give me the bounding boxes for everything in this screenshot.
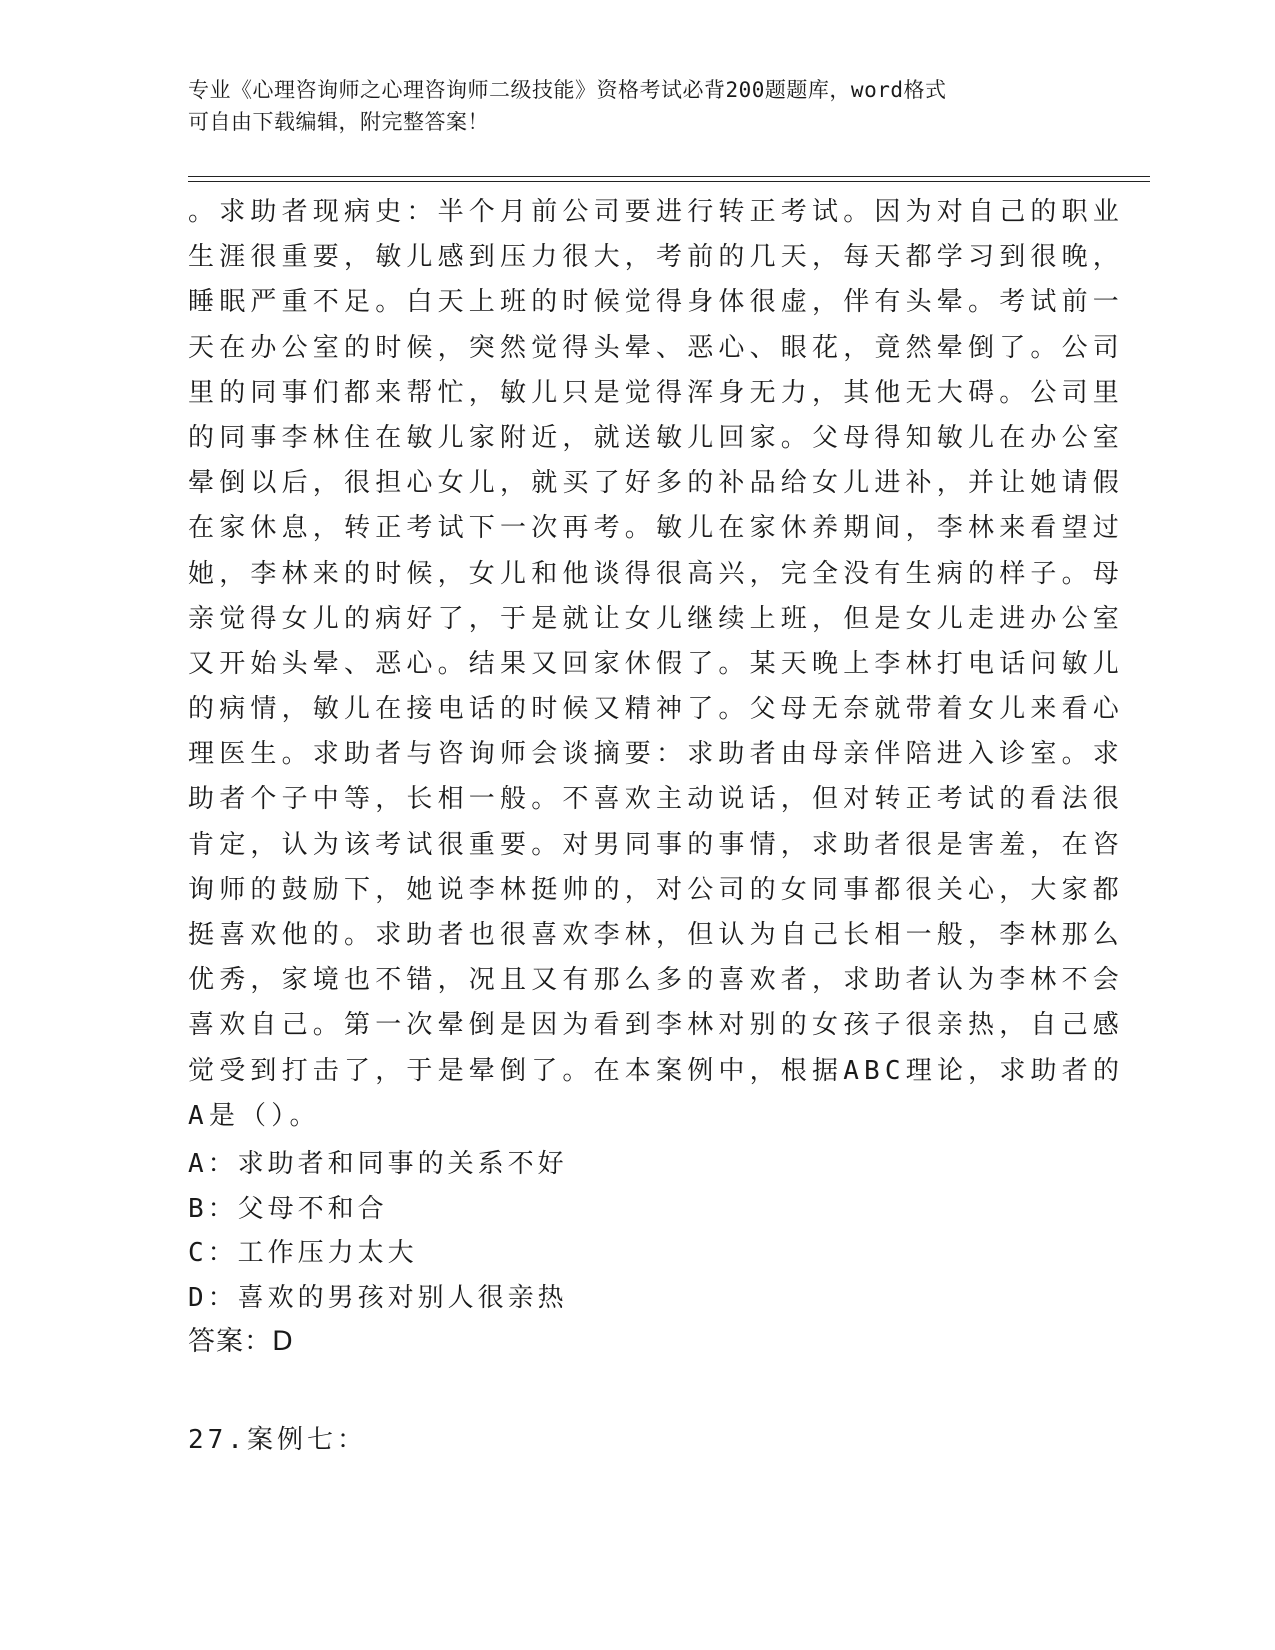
option-a: A：求助者和同事的关系不好 [188, 1149, 568, 1179]
question-passage [188, 190, 1125, 1139]
header-title-line-2: 可自由下载编辑，附完整答案！ [188, 110, 489, 134]
passage-line: 的同事李林住在敏儿家附近，就送敏儿回家。父母得知敏儿在办公室 [188, 422, 1125, 453]
next-question-heading: 27.案例七： [188, 1425, 367, 1455]
option-b: B：父母不和合 [188, 1193, 388, 1224]
passage-line: 她，李林来的时候，女儿和他谈得很高兴，完全没有生病的样子。母 [188, 558, 1125, 589]
document-header [188, 74, 1088, 138]
passage-line: 。求助者现病史：半个月前公司要进行转正考试。因为对自己的职业 [188, 197, 1125, 227]
passage-line: 又开始头晕、恶心。结果又回家休假了。某天晚上李林打电话问敏儿 [188, 648, 1125, 679]
header-title-line-1: 专业《心理咨询师之心理咨询师二级技能》资格考试必背200题题库，word格式 [188, 78, 947, 102]
passage-line: 理医生。求助者与咨询师会谈摘要：求助者由母亲伴陪进入诊室。求 [188, 739, 1125, 770]
answer-options [188, 1142, 1050, 1320]
passage-line: 天在办公室的时候，突然觉得头晕、恶心、眼花，竟然晕倒了。公司 [188, 332, 1125, 363]
answer-key: 答案：D [188, 1326, 294, 1357]
passage-line: 晕倒以后，很担心女儿，就买了好多的补品给女儿进补，并让她请假 [188, 468, 1125, 499]
passage-line: 优秀，家境也不错，况且又有那么多的喜欢者，求助者认为李林不会 [188, 965, 1125, 996]
header-rule-bottom [188, 181, 1150, 182]
passage-line: 肯定，认为该考试很重要。对男同事的事情，求助者很是害羞，在咨 [188, 829, 1125, 860]
passage-line: 觉受到打击了，于是晕倒了。在本案例中，根据ABC理论，求助者的 [188, 1055, 1125, 1086]
passage-line: 助者个子中等，长相一般。不喜欢主动说话，但对转正考试的看法很 [188, 784, 1125, 815]
passage-line: A是（）。 [188, 1100, 321, 1131]
passage-line: 亲觉得女儿的病好了，于是就让女儿继续上班，但是女儿走进办公室 [188, 603, 1125, 634]
header-rule-top [188, 176, 1150, 177]
passage-line: 睡眠严重不足。白天上班的时候觉得身体很虚，伴有头晕。考试前一 [188, 287, 1125, 318]
passage-line: 挺喜欢他的。求助者也很喜欢李林，但认为自己长相一般，李林那么 [188, 920, 1125, 950]
passage-line: 生涯很重要，敏儿感到压力很大，考前的几天，每天都学习到很晚， [188, 242, 1125, 273]
option-c: C：工作压力太大 [188, 1238, 418, 1268]
passage-line: 喜欢自己。第一次晕倒是因为看到李林对别的女孩子很亲热，自己感 [188, 1010, 1125, 1041]
passage-line: 在家休息，转正考试下一次再考。敏儿在家休养期间，李林来看望过 [188, 513, 1125, 544]
option-d: D：喜欢的男孩对别人很亲热 [188, 1282, 568, 1313]
passage-line: 询师的鼓励下，她说李林挺帅的，对公司的女同事都很关心，大家都 [188, 874, 1125, 905]
passage-line: 的病情，敏儿在接电话的时候又精神了。父母无奈就带着女儿来看心 [188, 694, 1125, 725]
passage-line: 里的同事们都来帮忙，敏儿只是觉得浑身无力，其他无大碍。公司里 [188, 377, 1125, 408]
